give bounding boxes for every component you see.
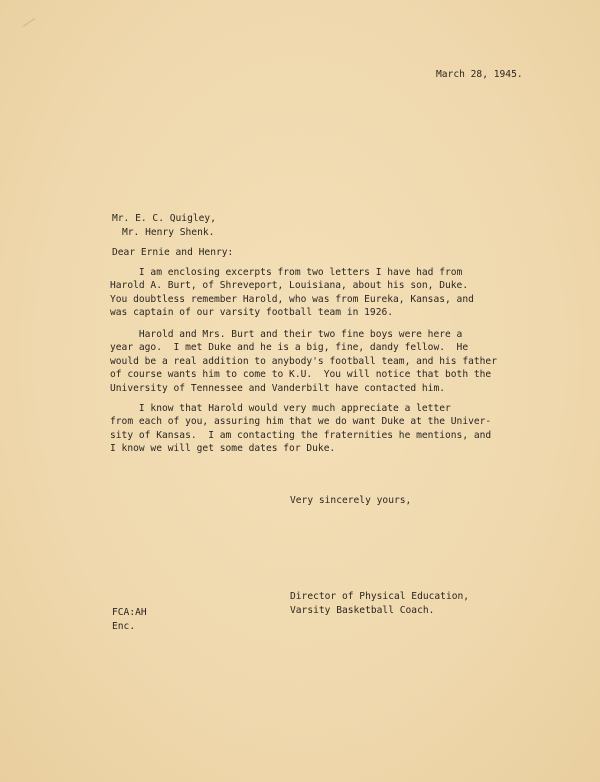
salutation: Dear Ernie and Henry: [112,247,234,258]
body-line: would be a real addition to anybody's football team, and his father [110,355,497,367]
paper-mark [23,18,35,27]
body-line: of course wants him to come to K.U. You will notice that both the [110,369,492,381]
closing: Very sincerely yours, [290,495,412,506]
body-line: sity of Kansas. I am contacting the fraternities he mentions, and [110,429,492,441]
letter-date: March 28, 1945. [436,69,523,80]
body-line: I am enclosing excerpts from two letters I have had from [110,267,463,278]
body-paragraph [110,266,540,320]
reference-initials: FCA:AH [112,607,147,618]
body-line: Harold and Mrs. Burt and their two fine boys were here a [110,329,463,340]
body-line: University of Tennessee and Vanderbilt have contacted him. [110,382,446,394]
body-line: from each of you, assuring him that we do want Duke at the Univer- [110,416,492,428]
body-paragraph [110,328,540,395]
body-paragraph [110,402,540,456]
recipient-line: Mr. E. C. Quigley, [112,213,216,224]
signature-title-line: Varsity Basketball Coach. [290,605,435,616]
body-line: Harold A. Burt, of Shreveport, Louisiana, about his son, Duke. [110,280,469,292]
enclosure-note: Enc. [112,621,136,632]
body-line: I know we will get some dates for Duke. [110,443,336,455]
body-line: year ago. I met Duke and he is a big, fine, dandy fellow. He [110,342,469,354]
signature-title-line: Director of Physical Education, [290,591,470,602]
body-line: I know that Harold would very much appreciate a letter [110,403,451,414]
recipient-line: Mr. Henry Shenk. [122,227,215,238]
body-line: was captain of our varsity football team in 1926. [110,307,394,319]
body-line: You doubtless remember Harold, who was from Eureka, Kansas, and [110,293,474,305]
